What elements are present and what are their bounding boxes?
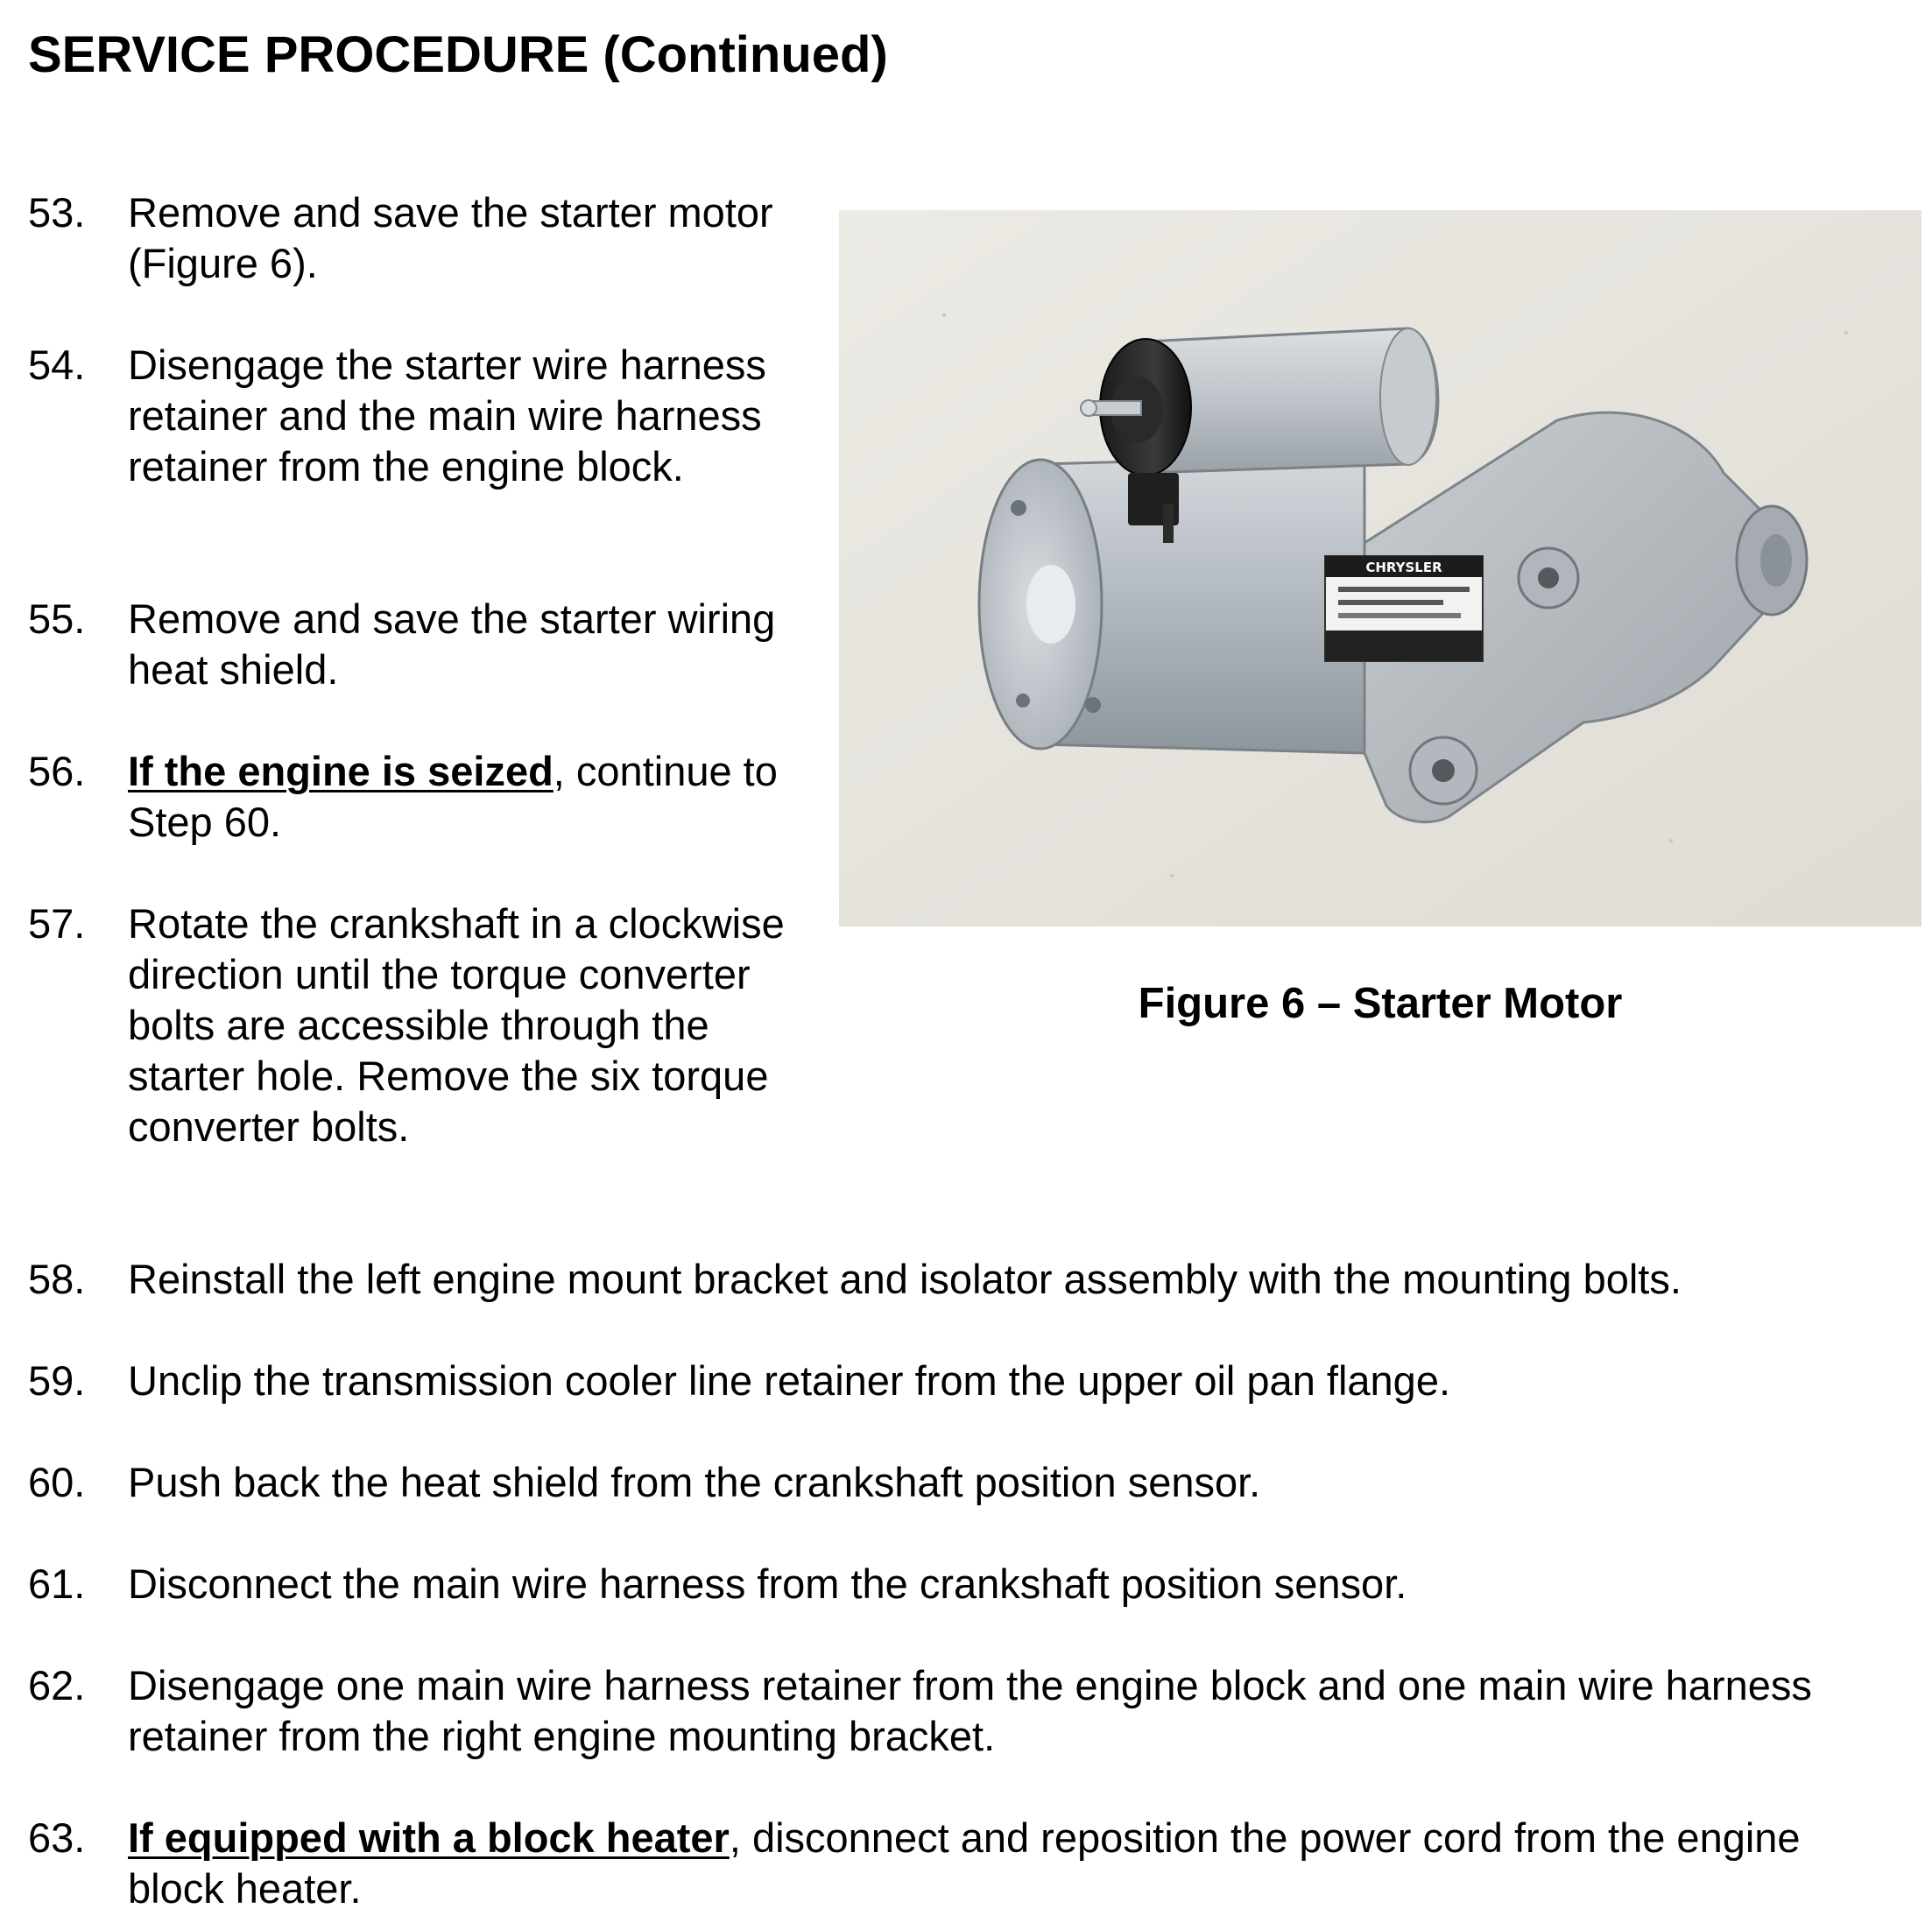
starter-motor-photo: [839, 210, 1921, 926]
step-text: Disengage one main wire harness retainer from the engine block and one main wire harness retainer from the right engine mounting bracket.: [128, 1662, 1812, 1759]
step-number: 57.: [28, 900, 86, 947]
step-text: Rotate the crankshaft in a clockwise direction until the torque converter bolts are accessible through the starter hole. Remove the six torque converter bolts.: [128, 900, 785, 1150]
step-number: 60.: [28, 1459, 86, 1505]
step-number: 62.: [28, 1662, 86, 1708]
step-text: Remove and save the starter motor (Figure 6).: [128, 189, 773, 286]
step-text: Reinstall the left engine mount bracket and isolator assembly with the mounting bolts.: [128, 1256, 1682, 1302]
step-text: Disengage the starter wire harness retainer and the main wire harness retainer from the engine block.: [128, 342, 766, 490]
step-text-rest: , continue to Step 60.: [128, 748, 778, 845]
chrysler-label-plate: [1325, 556, 1483, 661]
figure-caption: Figure 6 – Starter Motor: [1138, 980, 1623, 1027]
label-plate-text: CHRYSLER: [1365, 560, 1442, 575]
step-condition: If equipped with a block heater: [128, 1814, 730, 1861]
step-number: 54.: [28, 342, 86, 388]
step-text-rest: , disconnect and reposition the power cord from the engine block heater.: [128, 1814, 1801, 1912]
step-number: 53.: [28, 189, 86, 236]
step-number: 59.: [28, 1357, 86, 1404]
step-text: [128, 746, 820, 848]
step-number: 55.: [28, 595, 86, 642]
page-title: SERVICE PROCEDURE (Continued): [28, 26, 888, 83]
step-condition: If the engine is seized: [128, 748, 554, 794]
step-number: 63.: [28, 1814, 86, 1861]
step-number: 58.: [28, 1256, 86, 1302]
step-text: [128, 1813, 1879, 1914]
step-text: Disconnect the main wire harness from the crankshaft position sensor.: [128, 1560, 1407, 1607]
step-number: 56.: [28, 748, 86, 794]
step-text: Unclip the transmission cooler line retainer from the upper oil pan flange.: [128, 1357, 1451, 1404]
step-number: 61.: [28, 1560, 86, 1607]
step-text: Remove and save the starter wiring heat shield.: [128, 595, 776, 693]
step-text: Push back the heat shield from the crankshaft position sensor.: [128, 1459, 1261, 1505]
